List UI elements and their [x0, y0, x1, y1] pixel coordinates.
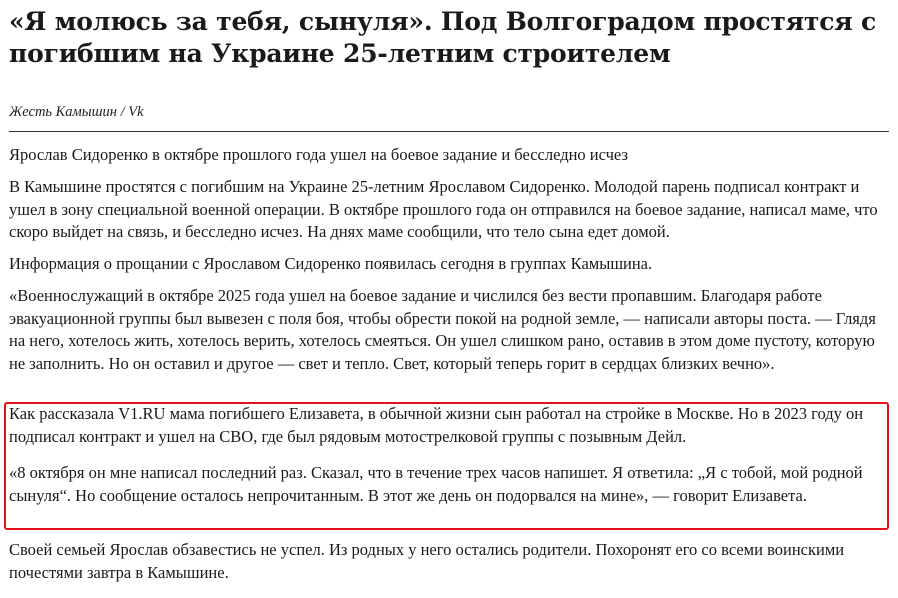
highlighted-paragraph: Как рассказала V1.RU мама погибшего Елизавета, в обычной жизни сын работал на стройке в Москве. Но в 2023 году он подписал контракт и ушел на СВО, где был рядовым мотострелковой группы с позывным Дейл.	[9, 404, 864, 446]
article-lead: Ярослав Сидоренко в октябре прошлого года ушел на боевое задание и бесследно исчез	[9, 145, 628, 164]
article-quote-paragraph: «Военнослужащий в октябре 2025 года ушел на боевое задание и числился без вести пропавшим. Благодаря работе эвакуационной группы был вывезен с поля боя, чтобы обрести покой на родной земле, — написали авторы поста. — Глядя на него, хотелось жить, хотелось верить, хотелось смеяться. Он ушел слишком рано, оставив в этом доме пустоту, которую не заполнить. Но он оставил и другое — свет и тепло. Свет, который теперь горит в сердцах близких вечно».	[9, 286, 876, 373]
divider	[9, 131, 889, 132]
article-paragraph: В Камышине простятся с погибшим на Украине 25-летним Ярославом Сидоренко. Молодой парень подписал контракт и ушел в зону специальной военной операции. В октябре прошлого года он отправился на боевое задание, написал маме, что скоро выйдет на связь, и бесследно исчез. На днях маме сообщили, что тело сына едет домой.	[9, 177, 878, 241]
article-headline: «Я молюсь за тебя, сынуля». Под Волгоградом простятся с погибшим на Украине 25-летним строителем	[9, 7, 877, 68]
article-paragraph: Информация о прощании с Ярославом Сидоренко появилась сегодня в группах Камышина.	[9, 254, 653, 273]
article-closing-paragraph: Своей семьей Ярослав обзавестись не успел. Из родных у него остались родители. Похоронят его со всеми воинскими почестями завтра в Камышине.	[9, 540, 845, 582]
photo-credit: Жесть Камышин / Vk	[9, 104, 144, 120]
highlighted-quote-paragraph: «8 октября он мне написал последний раз. Сказал, что в течение трех часов напишет. Я ответила: „Я с тобой, мой родной сынуля“. Но сообщение осталось непрочитанным. В этот же день он подорвался на мине», — говорит Елизавета.	[9, 463, 863, 505]
